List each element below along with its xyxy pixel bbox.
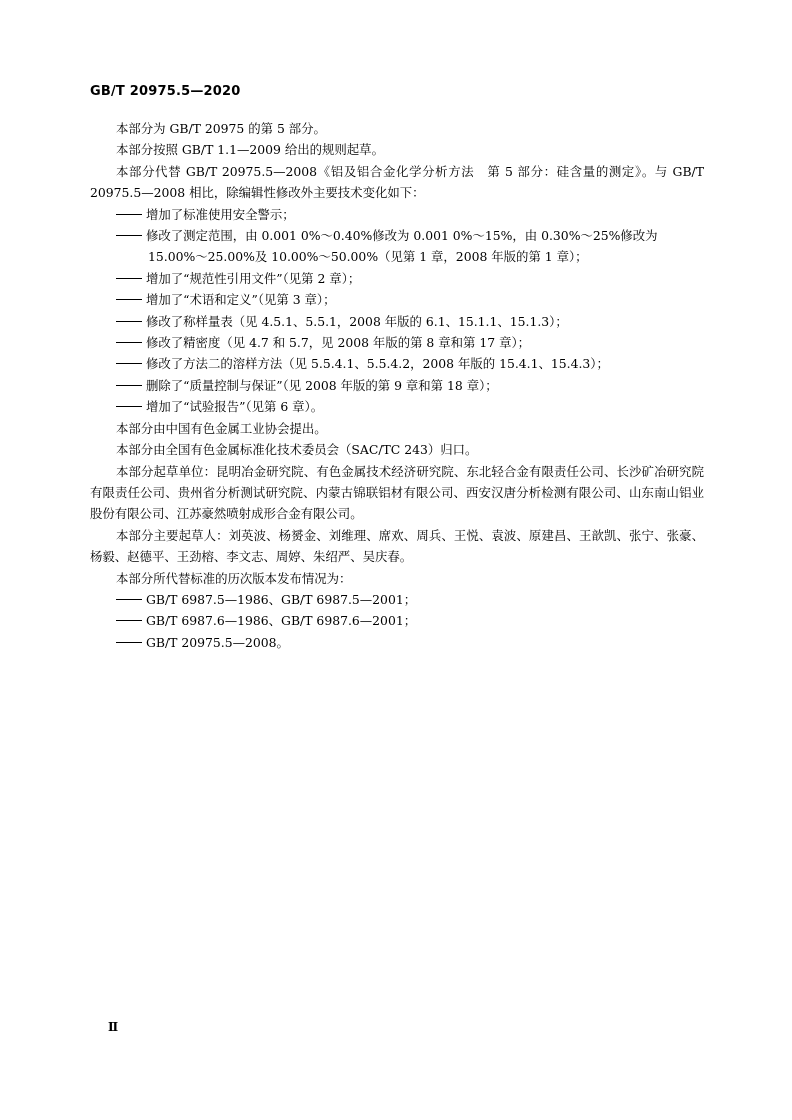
- change-item: 删除了“质量控制与保证”（见 2008 年版的第 9 章和第 18 章）；: [90, 375, 704, 396]
- dash-mark: [116, 620, 142, 621]
- dash-mark: [116, 278, 142, 279]
- history-item: GB/T 20975.5—2008。: [90, 632, 704, 653]
- dash-mark: [116, 385, 142, 386]
- dash-mark: [116, 321, 142, 322]
- dash-mark: [116, 363, 142, 364]
- paragraph-committee: 本部分由全国有色金属标准化技术委员会（SAC/TC 243）归口。: [116, 442, 478, 458]
- paragraph-history-intro: 本部分所代替标准的历次版本发布情况为：: [116, 570, 352, 586]
- change-item: 修改了称样量表（见 4.5.1、5.5.1，2008 年版的 6.1、15.1.1、15.1.3）；: [90, 311, 704, 332]
- standard-code-header: GB/T 20975.5—2020: [90, 84, 241, 99]
- dash-mark: [116, 342, 142, 343]
- dash-mark: [116, 214, 142, 215]
- dash-mark: [116, 299, 142, 300]
- change-item: 增加了“试验报告”（见第 6 章）。: [90, 396, 704, 417]
- change-item: 修改了测定范围，由 0.001 0%～0.40%修改为 0.001 0%～15%，由 0.30%～25%修改为: [90, 225, 704, 246]
- paragraph-drafting-rules: 本部分按照 GB/T 1.1—2009 给出的规则起草。: [116, 142, 384, 158]
- paragraph-part-statement: 本部分为 GB/T 20975 的第 5 部分。: [116, 121, 326, 136]
- dash-mark: [116, 235, 142, 236]
- change-item-continuation: 15.00%～25.00%及 10.00%～50.00%（见第 1 章，2008 年版的第 1 章）；: [148, 249, 588, 265]
- paragraph-proposer: 本部分由中国有色金属工业协会提出。: [116, 420, 327, 436]
- page-number: Ⅱ: [108, 1020, 119, 1034]
- dash-mark: [116, 642, 142, 643]
- dash-mark: [116, 599, 142, 600]
- foreword-body: [90, 118, 704, 653]
- change-item: 修改了方法二的溶样方法（见 5.5.4.1、5.5.4.2，2008 年版的 15.4.1、15.4.3）；: [90, 353, 704, 374]
- history-item: GB/T 6987.6—1986、GB/T 6987.6—2001；: [90, 610, 704, 631]
- paragraph-drafters: 本部分主要起草人：刘英波、杨赟金、刘维理、席欢、周兵、王悦、袁波、原建昌、王歆凯、张宁、张豪、杨毅、赵德平、王劲榕、李文志、周婷、朱绍严、吴庆春。: [90, 527, 704, 565]
- change-item: 增加了“术语和定义”（见第 3 章）；: [90, 289, 704, 310]
- paragraph-replacement: 本部分代替 GB/T 20975.5—2008《铝及铝合金化学分析方法 第 5 部分：硅含量的测定》。与 GB/T 20975.5—2008 相比，除编辑性修改外主要技术变化如下：: [90, 163, 704, 201]
- history-item: GB/T 6987.5—1986、GB/T 6987.5—2001；: [90, 589, 704, 610]
- paragraph-drafting-units: 本部分起草单位：昆明冶金研究院、有色金属技术经济研究院、东北轻合金有限责任公司、长沙矿冶研究院有限责任公司、贵州省分析测试研究院、内蒙古锦联铝材有限公司、西安汉唐分析检测有限公司、山东南山铝业股份有限公司、江苏豪然喷射成形合金有限公司。: [90, 463, 704, 522]
- change-item: 增加了标准使用安全警示；: [90, 204, 704, 225]
- change-item: 修改了精密度（见 4.7 和 5.7，见 2008 年版的第 8 章和第 17 章）；: [90, 332, 704, 353]
- change-item: 增加了“规范性引用文件”（见第 2 章）；: [90, 268, 704, 289]
- dash-mark: [116, 406, 142, 407]
